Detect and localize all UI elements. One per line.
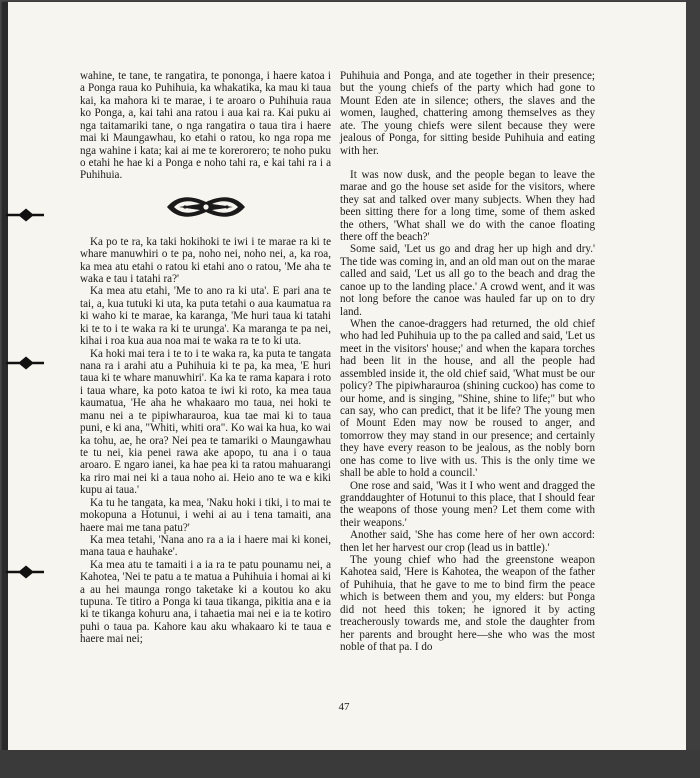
paragraph: Ka mea atu te tamaiti i a ia ra te patu pounamu nei, a Kahotea, 'Nei te patu a te matua a Puhihuia i homai ai ki a au hei maunga rongo taketake ki a koutou ko aku tupuna. Te titiro a Ponga ki taua tikanga, pikitia ana e ia ki te tikanga kohuru ana, i tahaetia mai nei e ia te kotiro puhi o taua pa. Kahore kau aku whakaaro ki te taua e haere mai nei; xyxy=(80,558,331,646)
paragraph: It was now dusk, and the people began to leave the marae and go the house set aside for the visitors, where they sat and talked over many subjects. When they had been sitting there for a long time, some of them asked the others, 'What shall we do with the canoe floating there off the beach?' xyxy=(340,168,595,244)
paragraph: Ka po te ra, ka taki hokihoki te iwi i te marae ra ki te whare manuwhiri o te pa, noho nei, noho nei, a, ka roa, ka mea atu etahi o ratou ki etahi ano o ratou, 'Me aha te waka e tau i tatahi ra?' xyxy=(80,235,331,286)
paragraph: Some said, 'Let us go and drag her up high and dry.' The tide was coming in, and an old man out on the marae called and said, 'Let us all go to the beach and drag the canoe up to the landing place.' A crowd went, and it was not long before the canoe was hauled far up on to dry land. xyxy=(340,243,595,318)
paragraph: Another said, 'She has come here of her own accord: then let her harvest our crop (lead us in battle).' xyxy=(340,529,595,554)
paragraph: Ka tu he tangata, ka mea, 'Naku hoki i tiki, i to mai te mokopuna a Hotunui, i wehi ai au i tena tamaiti, ana haere mai me tana patu?' xyxy=(80,496,331,534)
paragraph: Puhihuia and Ponga, and ate together in their presence; but the young chiefs of the party which had gone to Mount Eden ate in silence; others, the slaves and the women, laughed, chattering among themselves as they ate. The young chiefs were silent because they were jealous of Ponga, for sitting beside Puhihuia and eating with her. xyxy=(340,70,595,157)
binding-ring-icon xyxy=(6,356,44,370)
paragraph: When the canoe-draggers had returned, the old chief who had led Puhihuia up to the pa called and said, 'Let us meet in the visitors' house;' and when the kapara torches had been lit in the house, and all the people had assembled inside it, the old chief said, 'What must be our policy? The pipiwharauroa (shining cuckoo) has come to our home, and is singing, "Shine, shine to life;" but who can say, who can predict, that it be life? The young men of Mount Eden may now be roused to anger, and tomorrow they may stand in our presence; and certainly they have every reason to be jealous, as the nobly born one has come to live with us. This is the only time we shall be able to hold a council.' xyxy=(340,318,595,480)
binding-ring-icon xyxy=(6,208,44,222)
paragraph: Ka mea tetahi, 'Nana ano ra a ia i haere mai ki konei, mana taua e hauhake'. xyxy=(80,533,331,559)
paragraph: Ka mea atu etahi, 'Me to ano ra ki uta'. E pari ana te tai, a, kua tutuki ki uta, ka puta tetahi o aua kaumatua ra ki waho ki te marae, ka karanga, 'Me huri taua ki tatahi ki te to i te waka ra ki te urunga'. Ka maranga te pa nei, kihai i roa kua aua noa mai te waka ra te to ki uta. xyxy=(80,285,331,348)
binding-ring-icon xyxy=(6,565,44,579)
book-page xyxy=(2,2,686,750)
maori-text-column xyxy=(80,70,331,646)
paragraph: wahine, te tane, te rangatira, te pononga, i haere katoa i a Ponga raua ko Puhihuia, ka whakatika, ka mau ki taua kai, ka mahora ki te marae, i te aroaro o Puhihuia raua ko Ponga, a, kai tahi ana ratou i aua kai ra. Kai puku ai nga taitamariki tane, o nga rangatira o taua tira i haere mai ki Maungawhau, ko etahi o ratou, ko nga ropa me nga wahine i kata; kai ai me te korerorero; te noho puku o etahi he hae ki a Ponga e noho tahi ra, e kai tahi ra i a Puhihuia. xyxy=(80,70,331,182)
book-spine xyxy=(2,2,8,750)
paragraph: The young chief who had the greenstone weapon Kahotea said, 'Here is Kahotea, the weapon of the father of Puhihuia, that he gave to me to bind firm the peace which is between them and you, my elders: but Ponga did not heed this token; he ignored it by acting treacherously towards me, and stole the daughter from her parents and brought here—she who was the most noble of that pa. I do xyxy=(340,554,595,653)
scan-border xyxy=(0,750,700,778)
scan-border xyxy=(686,0,700,778)
decorative-ornament-icon xyxy=(165,192,247,222)
english-text-column xyxy=(340,70,595,653)
paragraph: One rose and said, 'Was it I who went and dragged the granddaughter of Hotunui to this place, that I should fear the weapons of those young men? Let them come with their weapons.' xyxy=(340,479,595,529)
page-number: 47 xyxy=(338,701,350,713)
paragraph: Ka hoki mai tera i te to i te waka ra, ka puta te tangata nana ra i arahi atu a Puhihuia ki te pa, ka mea, 'E huri taua ki te whare manuwhiri'. Ka ka te rama kapara i roto i taua whare, ka poto katoa te iwi ki roto, ka mea taua kaumatua, 'He aha he whakaaro mo taua, nei hoki te manu nei a te pipiwharauroa, kua tae mai ki to taua puni, e ki ana, "Whiti, whiti ora". Ko wai ka hua, ko wai ka tohu, ae, he ora? Nei pea te tamariki o Maungawhau te tu nei, kia penei rawa ake apopo, tu ana i o taua aroaro. E ngaro ianei, ka hae pea ki ta ratou mahuarangi ka riro mai nei ki a taua noho ai. Heio ano te wa e kiki kupu ai taua.' xyxy=(80,347,331,497)
